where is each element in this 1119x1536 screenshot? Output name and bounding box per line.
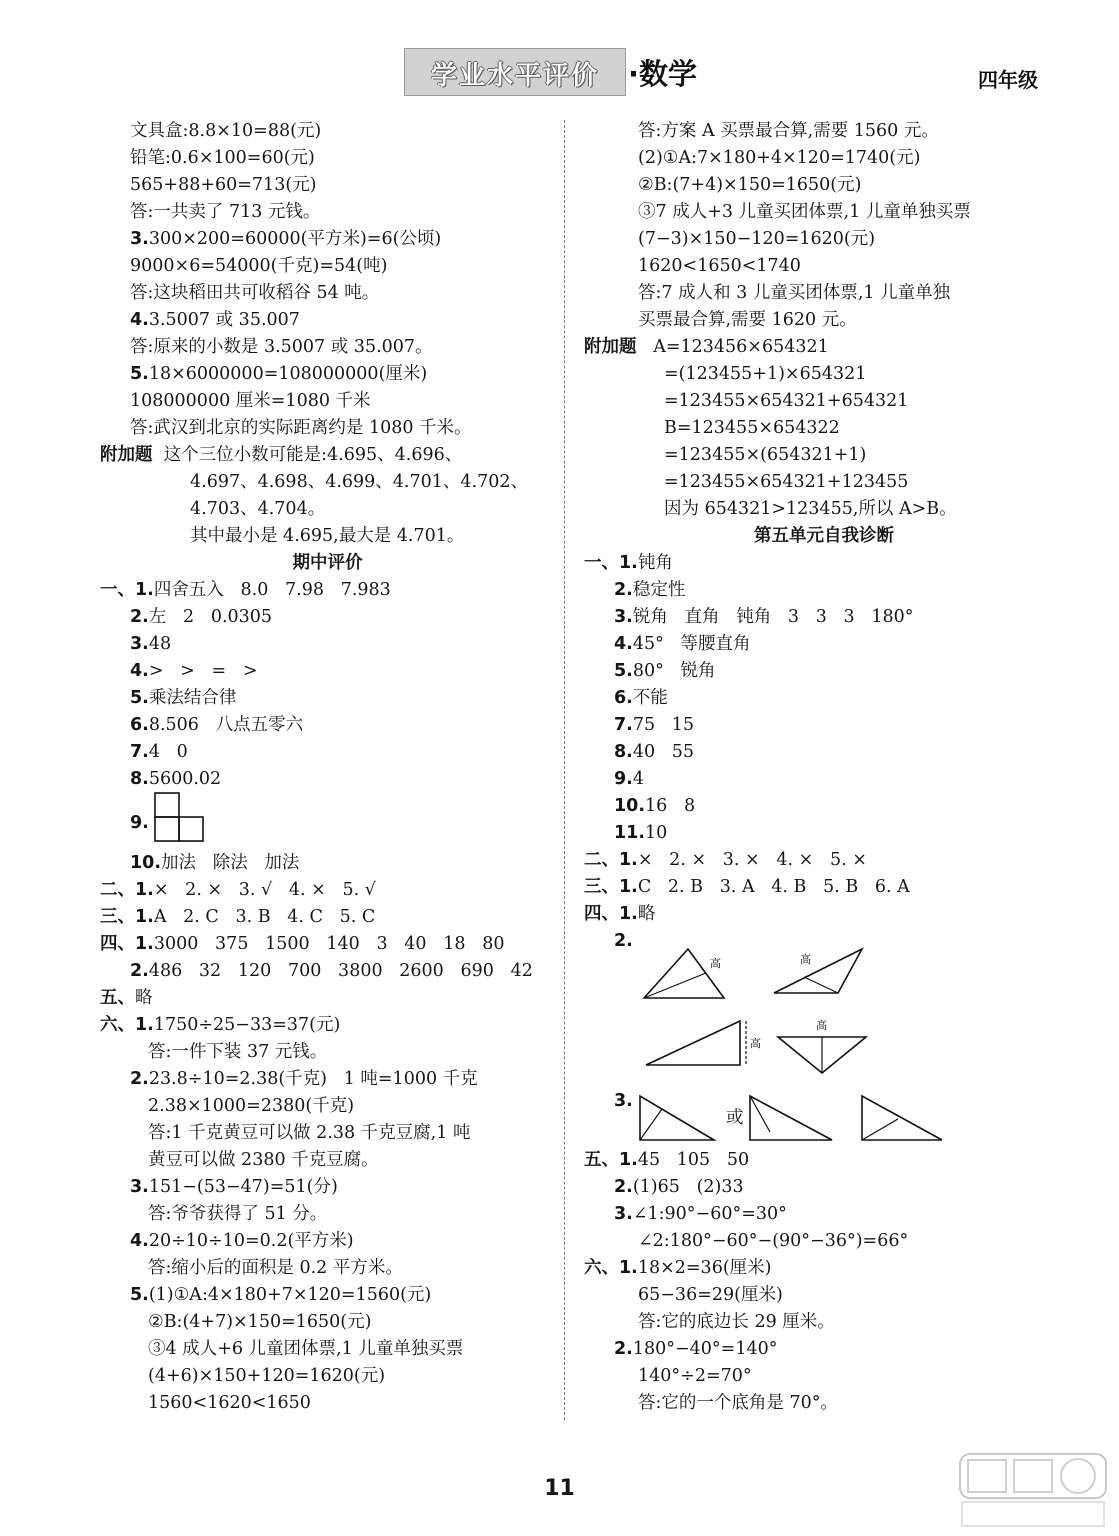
right-line <box>614 1336 777 1363</box>
right-line <box>638 1309 835 1336</box>
left-line <box>130 958 533 985</box>
item-number: 4. <box>614 634 633 654</box>
answer-text: 18×6000000=108000000(厘米) <box>148 364 428 384</box>
left-line <box>100 904 375 931</box>
right-line <box>584 550 673 577</box>
answer-text: 答:缩小后的面积是 0.2 平方米。 <box>148 1258 403 1278</box>
left-line <box>100 577 391 604</box>
answer-text: 黄豆可以做 2380 千克豆腐。 <box>148 1150 379 1170</box>
answer-text: 65−36=29(厘米) <box>638 1285 783 1305</box>
item-number: 10. <box>130 853 162 873</box>
answer-text: 这个三位小数可能是:4.695、4.696、 <box>152 445 463 465</box>
answer-text: 钝角 <box>637 553 673 573</box>
item-number: 六、1. <box>584 1258 638 1278</box>
answer-text: (2)①A:7×180+4×120=1740(元) <box>638 148 921 168</box>
answer-text: 108000000 厘米=1080 千米 <box>130 391 371 411</box>
right-line <box>614 766 644 793</box>
answer-text: 答:1 千克黄豆可以做 2.38 千克豆腐,1 吨 <box>148 1123 471 1143</box>
answer-text: B=123455×654322 <box>664 418 840 438</box>
item-number: 2. <box>130 1069 149 1089</box>
answer-text: A 2. C 3. B 4. C 5. C <box>153 907 376 927</box>
right-line <box>638 1390 838 1417</box>
right-line <box>664 469 908 496</box>
left-line <box>130 1282 431 1309</box>
answer-text: =(123455+1)×654321 <box>664 364 867 384</box>
item-number: 2. <box>614 1339 633 1359</box>
answer-text: 45° 等腰直角 <box>632 634 751 654</box>
answer-text: > > = > <box>148 661 258 681</box>
left-line <box>190 469 528 496</box>
left-line <box>130 415 472 442</box>
answer-text: 答:一件下装 37 元钱。 <box>148 1042 328 1062</box>
or-label: 或 <box>726 1108 744 1128</box>
left-line <box>148 1390 311 1417</box>
answer-text: 1620<1650<1740 <box>638 256 801 276</box>
item-number: 9. <box>614 769 633 789</box>
header-grade: 四年级 <box>978 68 1038 92</box>
answer-text: 4.697、4.698、4.699、4.701、4.702、 <box>190 472 528 492</box>
item-number: 5. <box>614 661 633 681</box>
right-line <box>614 1174 744 1201</box>
left-line <box>148 1093 354 1120</box>
item-number: 2. <box>614 931 633 951</box>
answer-text: 300×200=60000(平方米)=6(公顷) <box>148 229 442 249</box>
left-line <box>190 523 464 550</box>
item-number: 3. <box>614 1204 633 1224</box>
right-line <box>638 1363 752 1390</box>
item-number: 3. <box>130 1177 149 1197</box>
item-number: 3. <box>130 229 149 249</box>
answer-text: 四舍五入 8.0 7.98 7.983 <box>153 580 391 600</box>
left-line <box>130 712 303 739</box>
answer-text: 40 55 <box>632 742 695 762</box>
answer-text: ②B:(7+4)×150=1650(元) <box>638 175 862 195</box>
item-number: 附加题 <box>584 337 637 357</box>
left-line <box>130 1066 478 1093</box>
item-number: 4. <box>130 310 149 330</box>
item-number: 一、1. <box>584 553 638 573</box>
answer-text: 答:爷爷获得了 51 分。 <box>148 1204 328 1224</box>
answer-text: ∠1:90°−60°=30° <box>632 1204 787 1224</box>
right-line <box>584 334 829 361</box>
left-line <box>148 1201 327 1228</box>
left-line <box>130 253 387 280</box>
left-line <box>148 1120 470 1147</box>
answer-text: 略 <box>637 904 656 924</box>
right-line <box>614 658 716 685</box>
right-line <box>664 442 866 469</box>
answer-text: 9000×6=54000(千克)=54(吨) <box>130 256 388 276</box>
item-number: 5. <box>130 688 149 708</box>
answer-text: 4 <box>632 769 644 789</box>
item-number: 10. <box>614 796 646 816</box>
left-line <box>130 145 315 172</box>
item-number: 6. <box>614 688 633 708</box>
answer-text: 不能 <box>632 688 668 708</box>
item-number: 2. <box>130 607 149 627</box>
left-line <box>130 226 441 253</box>
left-line <box>130 280 379 307</box>
left-line <box>148 1255 403 1282</box>
item-number: 一、1. <box>100 580 154 600</box>
page-number: 11 <box>544 1476 575 1501</box>
answer-text: 565+88+60=713(元) <box>130 175 317 195</box>
answer-text: 锐角 直角 钝角 3 3 3 180° <box>632 607 914 627</box>
answer-text: 48 <box>148 634 172 654</box>
left-line <box>130 631 171 658</box>
left-line <box>100 931 504 958</box>
right-line <box>638 307 857 334</box>
answer-text: (1)①A:4×180+7×120=1560(元) <box>148 1285 432 1305</box>
left-line <box>130 1174 338 1201</box>
triangle-figure-3b <box>746 1090 838 1144</box>
height-label-4: 高 <box>816 1019 827 1032</box>
answer-text: A=123456×654321 <box>636 337 829 357</box>
answer-text: 23.8÷10=2.38(千克) 1 吨=1000 千克 <box>148 1069 478 1089</box>
answer-text: C 2. B 3. A 4. B 5. B 6. A <box>637 877 910 897</box>
left-line <box>190 496 325 523</box>
answer-text: 答:7 成人和 3 儿童买团体票,1 儿童单独 <box>638 283 951 303</box>
left-line <box>130 361 427 388</box>
item-number: 三、1. <box>584 877 638 897</box>
item-number: 11. <box>614 823 646 843</box>
item-number: 7. <box>130 742 149 762</box>
item-number: 3. <box>614 607 633 627</box>
answer-text: 1560<1620<1650 <box>148 1393 311 1413</box>
item-number: 5. <box>130 1285 149 1305</box>
right-line <box>664 415 840 442</box>
answer-text: 加法 除法 加法 <box>161 853 300 873</box>
right-line <box>614 604 914 631</box>
left-line <box>148 1363 385 1390</box>
right-line <box>638 118 939 145</box>
answer-text: 18×2=36(厘米) <box>637 1258 772 1278</box>
item-number: 四、1. <box>100 934 154 954</box>
answer-text: 4.703、4.704。 <box>190 499 326 519</box>
right-line <box>584 874 910 901</box>
left-line <box>130 172 316 199</box>
right-line <box>638 226 875 253</box>
item-number: 3. <box>130 634 149 654</box>
answer-text: =123455×(654321+1) <box>664 445 867 465</box>
right-line <box>638 199 971 226</box>
triangle-height-figure-2 <box>768 943 872 1005</box>
answer-text: 因为 654321>123455,所以 A>B。 <box>664 499 957 519</box>
right-line <box>664 496 957 523</box>
item-number: 三、1. <box>100 907 154 927</box>
item-number: 5. <box>130 364 149 384</box>
item-number: 4. <box>130 1231 149 1251</box>
answer-text: 45 105 50 <box>637 1150 750 1170</box>
answer-text: 5600.02 <box>148 769 222 789</box>
triangle-height-figure-3 <box>642 1015 762 1073</box>
answer-text: 文具盒:8.8×10=88(元) <box>130 121 322 141</box>
item-number: 8. <box>614 742 633 762</box>
left-line <box>130 658 258 685</box>
height-label-3: 高 <box>750 1037 761 1050</box>
left-line <box>130 810 149 837</box>
triangle-height-figure-1 <box>640 943 750 1005</box>
answer-text: 140°÷2=70° <box>638 1366 752 1386</box>
height-label-2: 高 <box>800 953 811 966</box>
triangle-figure-3a <box>636 1090 720 1144</box>
item-number: 附加题 <box>100 445 153 465</box>
answer-text: 其中最小是 4.695,最大是 4.701。 <box>190 526 465 546</box>
left-line <box>148 1336 463 1363</box>
left-line <box>130 685 236 712</box>
right-line <box>638 172 861 199</box>
right-line <box>584 1147 749 1174</box>
item-number: 9. <box>130 813 149 833</box>
answer-text: 答:武汉到北京的实际距离约是 1080 千米。 <box>130 418 472 438</box>
right-line <box>614 928 633 955</box>
item-number: 7. <box>614 715 633 735</box>
answer-text: 铅笔:0.6×100=60(元) <box>130 148 315 168</box>
answer-text: 2.38×1000=2380(千克) <box>148 1096 355 1116</box>
answer-text: (1)65 (2)33 <box>632 1177 744 1197</box>
left-line <box>130 766 221 793</box>
answer-text: 16 8 <box>645 796 696 816</box>
right-line <box>614 1201 787 1228</box>
item-number: 二、1. <box>584 850 638 870</box>
answer-text: 答:一共卖了 713 元钱。 <box>130 202 321 222</box>
right-line <box>638 145 920 172</box>
header-subject: ·数学 <box>628 57 698 91</box>
answer-text: 8.506 八点五零六 <box>148 715 304 735</box>
left-line <box>100 877 376 904</box>
left-line <box>130 334 433 361</box>
answer-text: ③4 成人+6 儿童团体票,1 儿童单独买票 <box>148 1339 464 1359</box>
right-line <box>584 1255 771 1282</box>
left-line <box>100 442 462 469</box>
answer-text: 180°−40°=140° <box>632 1339 778 1359</box>
header-title-band <box>404 48 626 96</box>
answer-text: 乘法结合律 <box>148 688 237 708</box>
right-line <box>614 820 667 847</box>
answer-text: 3000 375 1500 140 3 40 18 80 <box>153 934 505 954</box>
answer-text: =123455×654321+654321 <box>664 391 909 411</box>
answer-text: 80° 锐角 <box>632 661 716 681</box>
answer-text: 答:它的底边长 29 厘米。 <box>638 1312 835 1332</box>
answer-text: 75 15 <box>632 715 695 735</box>
answer-text: 3.5007 或 35.007 <box>148 310 300 330</box>
answer-text: 4 0 <box>148 742 188 762</box>
left-line <box>130 850 299 877</box>
right-line <box>614 739 694 766</box>
right-line <box>614 577 685 604</box>
left-line <box>130 199 320 226</box>
item-number: 五、1. <box>584 1150 638 1170</box>
right-line <box>638 1282 783 1309</box>
section-title-unit5: 第五单元自我诊断 <box>754 526 894 546</box>
right-line <box>638 1228 908 1255</box>
right-line <box>638 253 801 280</box>
header-band-title: 学业水平评价 <box>430 61 599 91</box>
answer-text: 答:方案 A 买票最合算,需要 1560 元。 <box>638 121 939 141</box>
item-number: 二、1. <box>100 880 154 900</box>
answer-text: × 2. × 3. × 4. × 5. × <box>637 850 867 870</box>
left-line <box>100 985 153 1012</box>
answer-text: ③7 成人+3 儿童买团体票,1 儿童单独买票 <box>638 202 971 222</box>
right-line <box>664 388 908 415</box>
answer-text: =123455×654321+123455 <box>664 472 909 492</box>
left-line <box>100 1012 340 1039</box>
right-line <box>664 361 866 388</box>
item-number: 6. <box>130 715 149 735</box>
right-line <box>584 847 867 874</box>
left-line <box>130 1228 354 1255</box>
left-line <box>130 604 272 631</box>
answer-text: 略 <box>135 988 153 1008</box>
right-line <box>614 685 668 712</box>
answer-text: 486 32 120 700 3800 2600 690 42 <box>148 961 533 981</box>
answer-text: 答:它的一个底角是 70°。 <box>638 1393 838 1413</box>
left-line <box>148 1147 379 1174</box>
answer-text: 151−(53−47)=51(分) <box>148 1177 338 1197</box>
answer-text: 答:原来的小数是 3.5007 或 35.007。 <box>130 337 433 357</box>
answer-text: (4+6)×150+120=1620(元) <box>148 1366 386 1386</box>
watermark-logo <box>958 1450 1108 1530</box>
answer-text: 10 <box>645 823 668 843</box>
left-line <box>130 118 321 145</box>
item-number: 五、 <box>100 988 135 1008</box>
answer-text: 答:这块稻田共可收稻谷 54 吨。 <box>130 283 380 303</box>
section-title-midterm: 期中评价 <box>292 553 363 573</box>
answer-text: (7−3)×150−120=1620(元) <box>638 229 876 249</box>
item-number: 3. <box>614 1091 633 1111</box>
left-line <box>148 1039 327 1066</box>
right-line <box>584 901 655 928</box>
grid-figure-answer-9 <box>148 790 208 846</box>
left-line <box>148 1309 371 1336</box>
answer-text: 左 2 0.0305 <box>148 607 273 627</box>
answer-text: × 2. × 3. √ 4. × 5. √ <box>153 880 376 900</box>
item-number: 8. <box>130 769 149 789</box>
right-line <box>614 712 694 739</box>
left-line <box>130 739 188 766</box>
answer-text: 1750÷25−33=37(元) <box>153 1015 341 1035</box>
answer-text: ∠2:180°−60°−(90°−36°)=66° <box>638 1231 909 1251</box>
answer-text: 20÷10÷10=0.2(平方米) <box>148 1231 354 1251</box>
item-number: 六、1. <box>100 1015 154 1035</box>
answer-text: 稳定性 <box>632 580 686 600</box>
item-number: 4. <box>130 661 149 681</box>
triangle-figure-3c <box>856 1090 948 1144</box>
item-number: 2. <box>130 961 149 981</box>
height-label-1: 高 <box>710 957 721 970</box>
right-line <box>614 1088 633 1115</box>
answer-text: ②B:(4+7)×150=1650(元) <box>148 1312 372 1332</box>
left-line <box>130 388 371 415</box>
right-line <box>614 631 751 658</box>
item-number: 四、1. <box>584 904 638 924</box>
answer-text: 买票最合算,需要 1620 元。 <box>638 310 857 330</box>
item-number: 2. <box>614 1177 633 1197</box>
left-line <box>130 307 300 334</box>
triangle-height-figure-4 <box>774 1015 874 1081</box>
item-number: 2. <box>614 580 633 600</box>
right-line <box>638 280 950 307</box>
column-divider <box>564 120 565 1420</box>
right-line <box>614 793 695 820</box>
